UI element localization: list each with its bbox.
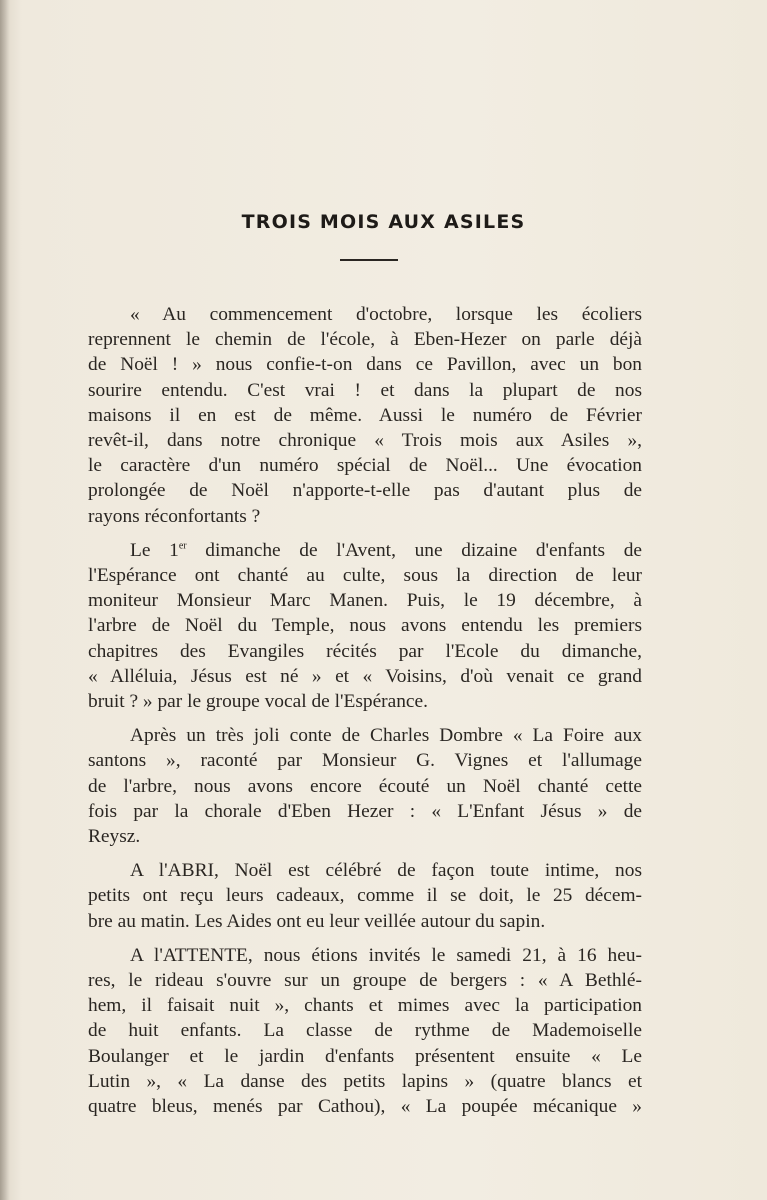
text-line: de huit enfants. La classe de rythme de Mademoiselle <box>88 1020 642 1042</box>
spine-shadow <box>0 0 10 1200</box>
text-line: moniteur Monsieur Marc Manen. Puis, le 19 décembre, à <box>88 590 642 612</box>
text-line: de Noël ! » nous confie-t-on dans ce Pavillon, avec un bon <box>88 354 642 376</box>
paragraph <box>88 302 642 529</box>
paragraph <box>88 723 642 849</box>
text-line: sourire entendu. C'est vrai ! et dans la plupart de nos <box>88 379 642 401</box>
text-line: l'arbre de Noël du Temple, nous avons entendu les premiers <box>88 615 642 637</box>
text-line: Boulanger et le jardin d'enfants présentent ensuite « Le <box>88 1045 642 1067</box>
paragraph <box>88 538 642 714</box>
text-line: « Alléluia, Jésus est né » et « Voisins, d'où venait ce grand <box>88 665 642 687</box>
text-line: petits ont reçu leurs cadeaux, comme il se doit, le 25 décem- <box>88 885 642 907</box>
article-body <box>88 302 642 1119</box>
text-line: de l'arbre, nous avons encore écouté un Noël chanté cette <box>88 775 642 797</box>
article-title: TROIS MOIS AUX ASILES <box>241 211 526 233</box>
text-line: prolongée de Noël n'apporte-t-elle pas d'autant plus de <box>88 480 642 502</box>
text-line: « Au commencement d'octobre, lorsque les écoliers <box>130 304 642 325</box>
text-line: l'Espérance ont chanté au culte, sous la direction de leur <box>88 565 642 587</box>
text-line: rayons réconfortants ? <box>88 505 261 527</box>
text-line: Lutin », « La danse des petits lapins » (quatre blancs et <box>88 1070 642 1092</box>
text-line: res, le rideau s'ouvre sur un groupe de bergers : « A Bethlé- <box>88 970 642 992</box>
text-line: bre au matin. Les Aides ont eu leur veillée autour du sapin. <box>88 910 546 932</box>
text-line: Reysz. <box>88 826 141 848</box>
text-line: le caractère d'un numéro spécial de Noël... Une évocation <box>88 455 642 477</box>
text-line: quatre bleus, menés par Cathou), « La poupée mécanique » <box>88 1096 642 1118</box>
text-line: bruit ? » par le groupe vocal de l'Espérance. <box>88 691 428 713</box>
text-line: chapitres des Evangiles récités par l'Ecole du dimanche, <box>88 640 642 662</box>
text-line: fois par la chorale d'Eben Hezer : « L'Enfant Jésus » de <box>88 800 642 822</box>
title-underline <box>340 259 398 261</box>
text-line: A l'ABRI, Noël est célébré de façon toute intime, nos <box>130 860 642 882</box>
text-line: santons », raconté par Monsieur G. Vignes et l'allumage <box>88 750 642 772</box>
text-line: revêt-il, dans notre chronique « Trois mois aux Asiles », <box>88 430 642 452</box>
text-line: maisons il en est de même. Aussi le numéro de Février <box>88 404 642 426</box>
text-line: reprennent le chemin de l'école, à Eben-Hezer on parle déjà <box>88 329 642 351</box>
text-line: Après un très joli conte de Charles Dombre « La Foire aux <box>130 725 642 747</box>
paragraph <box>88 943 642 1119</box>
text-line: Le 1er dimanche de l'Avent, une dizaine d'enfants de <box>130 539 642 561</box>
text-line: A l'ATTENTE, nous étions invités le samedi 21, à 16 heu- <box>130 944 642 966</box>
text-line: hem, il faisait nuit », chants et mimes avec la participation <box>88 995 642 1017</box>
paragraph <box>88 858 642 934</box>
